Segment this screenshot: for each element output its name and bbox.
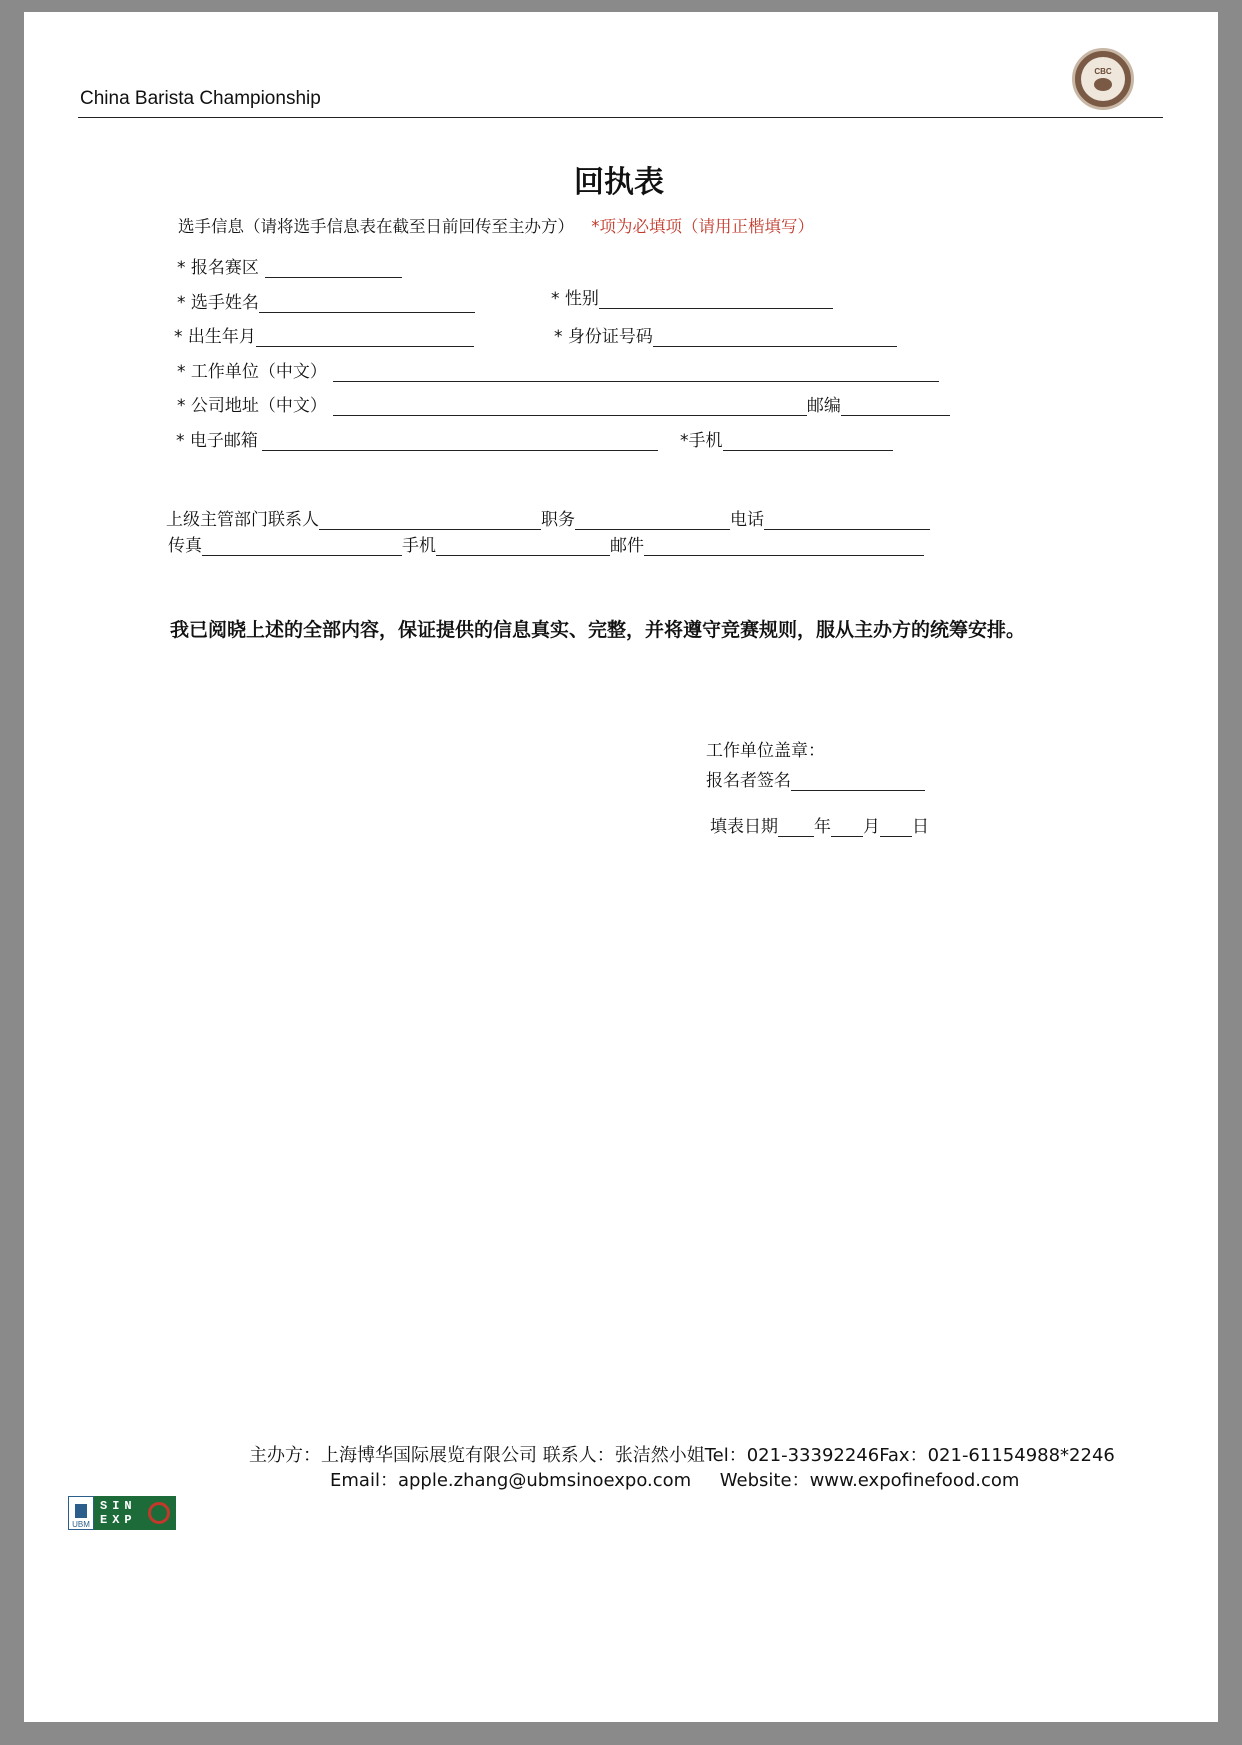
cbc-logo-text: CBC — [1094, 67, 1112, 76]
year-field[interactable] — [778, 818, 814, 837]
postcode-field[interactable] — [841, 397, 950, 416]
id-number-label: * 身份证号码 — [554, 327, 653, 347]
supervisor-mobile-label: 手机 — [402, 536, 436, 556]
address-row — [177, 391, 950, 416]
organizer-line: 主办方：上海博华国际展览有限公司 联系人：张洁然小姐Tel：021-33392246Fax：021-61154988*2246 — [249, 1445, 1115, 1466]
supervisor-phone-field[interactable] — [764, 511, 930, 530]
ubm-mark — [68, 1496, 94, 1530]
intro-text: 选手信息（请将选手信息表在截至日前回传至主办方） — [178, 217, 574, 236]
employer-field[interactable] — [333, 363, 939, 382]
postcode-label: 邮编 — [806, 396, 841, 416]
employer-label: * 工作单位（中文） — [177, 362, 327, 382]
form-intro — [178, 213, 814, 237]
signer-row — [706, 766, 925, 791]
document-page — [24, 12, 1218, 1722]
employer-row — [177, 357, 939, 382]
form-title: 回执表 — [574, 165, 664, 200]
address-field[interactable] — [333, 397, 807, 416]
region-label: * 报名赛区 — [177, 258, 259, 278]
supervisor-phone-label: 电话 — [730, 510, 764, 530]
signer-field[interactable] — [791, 772, 925, 791]
ubm-text: UBM — [72, 1520, 90, 1529]
supervisor-contact-field[interactable] — [319, 511, 541, 530]
declaration-statement: 我已阅晓上述的全部内容，保证提供的信息真实、完整，并将遵守竞赛规则，服从主办方的统筹安排。 — [170, 619, 1026, 641]
signer-label: 报名者签名 — [706, 771, 791, 791]
email-field[interactable] — [262, 432, 658, 451]
id-number-field[interactable] — [653, 328, 897, 347]
gender-row — [551, 284, 833, 309]
name-row — [177, 288, 475, 313]
birth-row — [174, 322, 474, 347]
ubm-mark-icon — [75, 1504, 87, 1518]
supervisor-position-field[interactable] — [575, 511, 730, 530]
date-label: 填表日期 — [710, 817, 778, 837]
email-label: * 电子邮箱 — [176, 431, 258, 451]
supervisor-row-2 — [168, 531, 924, 556]
supervisor-contact-label: 上级主管部门联系人 — [166, 510, 319, 530]
region-row — [177, 253, 402, 278]
supervisor-row-1 — [166, 505, 930, 530]
name-field[interactable] — [259, 294, 475, 313]
gender-field[interactable] — [599, 290, 833, 309]
day-field[interactable] — [880, 818, 912, 837]
exp-text: EXP — [100, 1513, 137, 1527]
name-label: * 选手姓名 — [177, 293, 259, 313]
month-field[interactable] — [831, 818, 863, 837]
month-label: 月 — [863, 817, 880, 837]
supervisor-mail-label: 邮件 — [610, 536, 644, 556]
cbc-logo — [1072, 48, 1134, 110]
sinoexpo-mark — [94, 1496, 176, 1530]
gender-label: * 性别 — [551, 289, 599, 309]
header-title: China Barista Championship — [80, 88, 321, 109]
supervisor-position-label: 职务 — [541, 510, 575, 530]
contact-line: Email：apple.zhang@ubmsinoexpo.com Website：www.expofinefood.com — [330, 1470, 1020, 1491]
date-row — [710, 812, 929, 837]
address-label: * 公司地址（中文） — [177, 396, 327, 416]
mobile-row — [680, 426, 893, 451]
supervisor-mobile-field[interactable] — [436, 537, 610, 556]
supervisor-mail-field[interactable] — [644, 537, 924, 556]
coffee-bean-icon — [1094, 78, 1112, 91]
day-label: 日 — [912, 817, 929, 837]
mobile-field[interactable] — [723, 432, 893, 451]
supervisor-fax-field[interactable] — [202, 537, 402, 556]
region-field[interactable] — [265, 259, 402, 278]
birth-field[interactable] — [256, 328, 474, 347]
stamp-label: 工作单位盖章： — [706, 741, 825, 761]
oval-icon — [148, 1502, 170, 1524]
supervisor-fax-label: 传真 — [168, 536, 202, 556]
sin-text: SIN — [100, 1499, 137, 1513]
required-note: *项为必填项（请用正楷填写） — [591, 217, 814, 236]
year-label: 年 — [814, 817, 831, 837]
mobile-label: *手机 — [680, 431, 723, 451]
header-divider — [78, 117, 1163, 118]
birth-label: * 出生年月 — [174, 327, 256, 347]
id-row — [554, 322, 897, 347]
email-row — [176, 426, 658, 451]
ubm-sinoexpo-logo — [68, 1496, 176, 1530]
